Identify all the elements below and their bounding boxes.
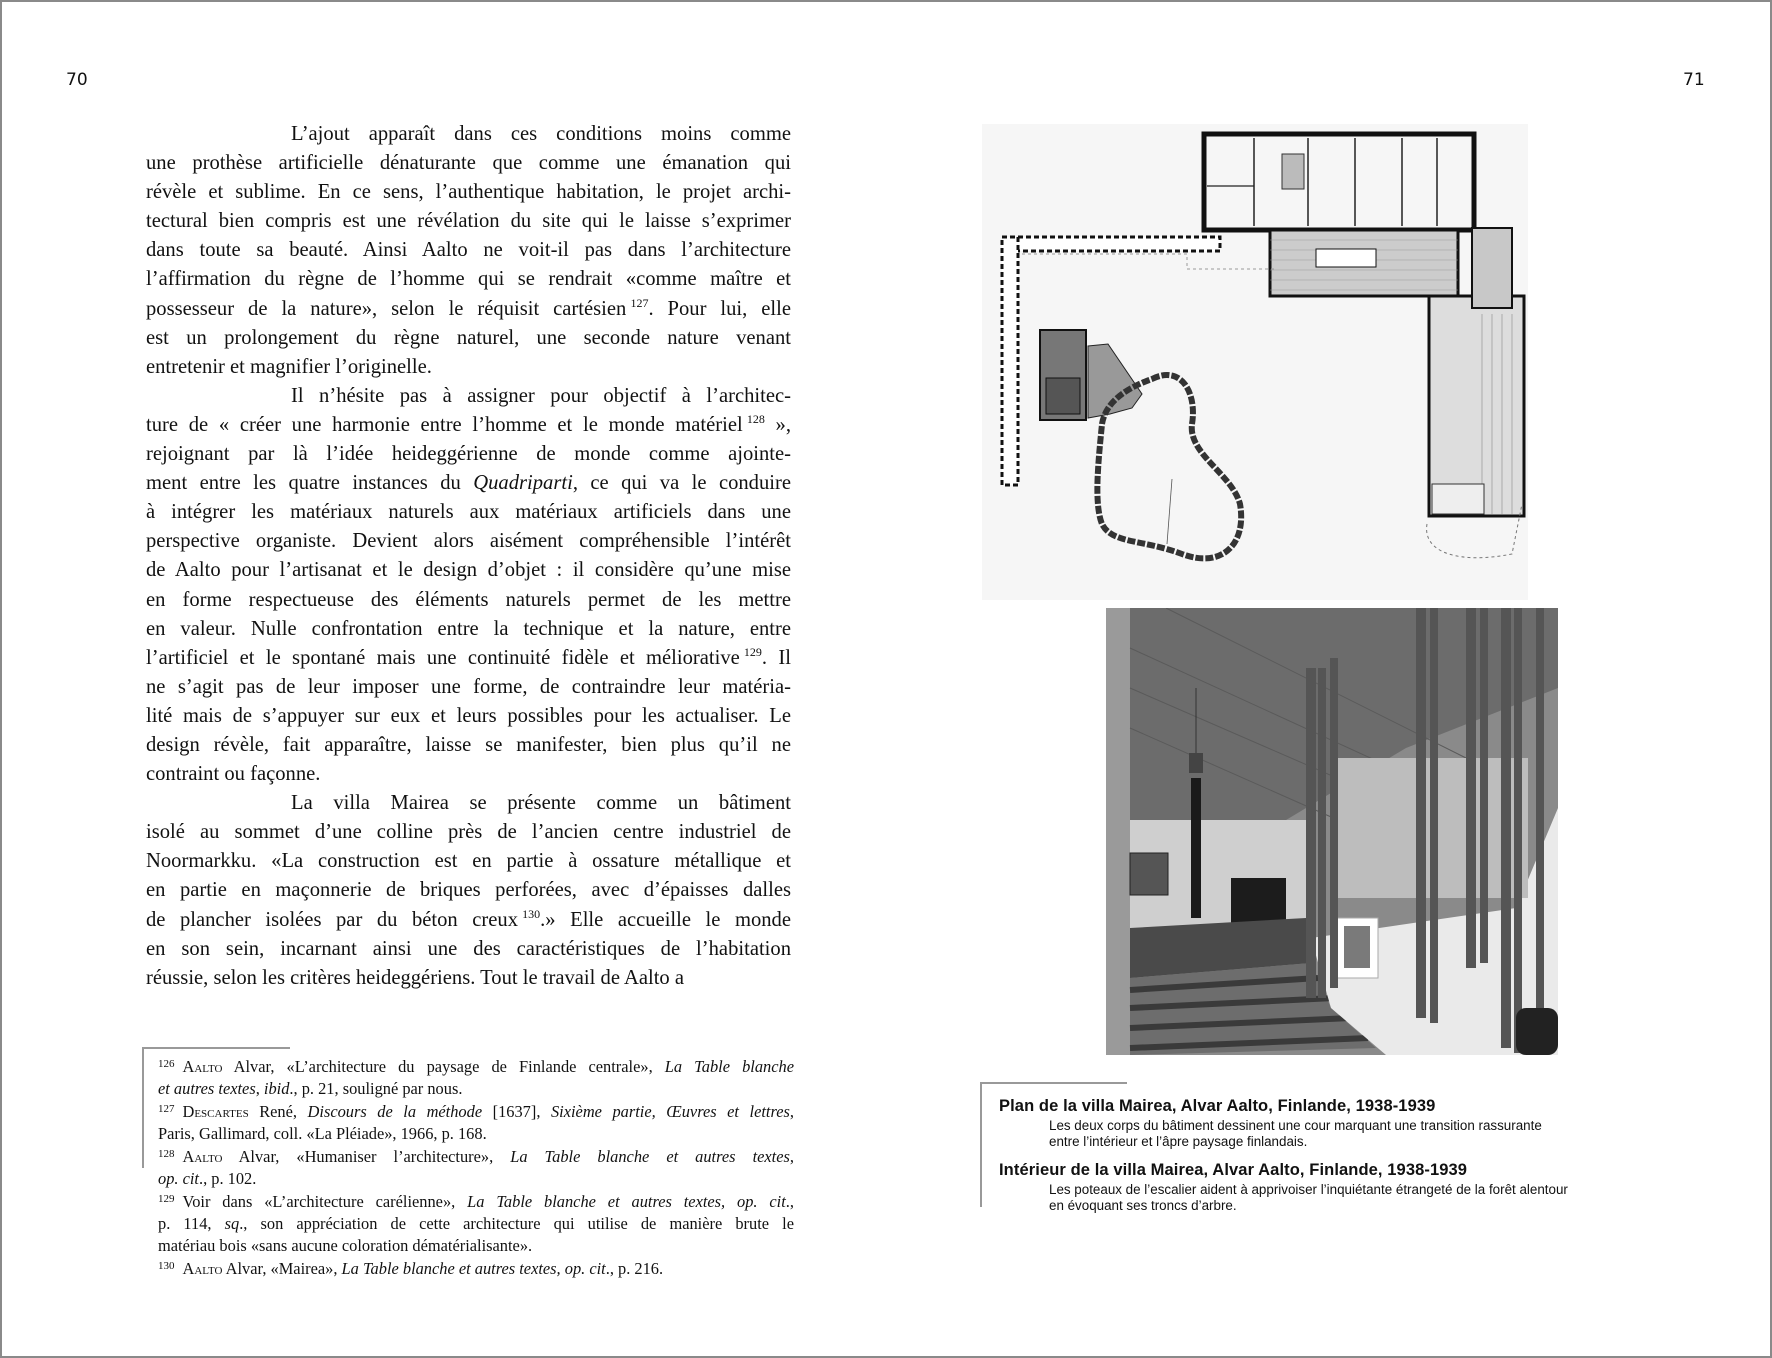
footnote-line <box>154 1258 794 1280</box>
footnote-ref[interactable]: 129 <box>743 644 762 659</box>
text-run: ment entre les quatre instances du <box>146 472 474 495</box>
caption-rule <box>980 1082 1127 1084</box>
footnote-line <box>154 1168 794 1190</box>
floor-plan-image <box>982 124 1528 600</box>
text-line: dans toute sa beauté. Ainsi Aalto ne voit-il pas dans l’architecture <box>146 239 791 262</box>
caption-description <box>1049 1182 1699 1214</box>
text-run: , ce qui va le conduire <box>572 472 791 495</box>
text-line: en partie en maçonnerie de briques perforées, avec d’épaisses dalles <box>146 879 791 902</box>
text-line: en forme respectueuse des éléments naturels permet de les mettre <box>146 588 791 611</box>
footnote-run: et autres textes <box>158 1079 256 1098</box>
footnote-run: Aalto <box>182 1057 223 1076</box>
text-line: l’affirmation du règne de l’homme qui se rendrait «comme maître et <box>146 268 791 291</box>
caption-rule-vertical <box>980 1082 982 1207</box>
text-line: design révèle, fait apparaître, laisse se manifester, bien plus qu’il ne <box>146 733 791 756</box>
footnote-run: La Table blanche et autres textes <box>510 1147 790 1166</box>
footnote-run: Alvar, «Mairea», <box>222 1259 342 1278</box>
caption-plan <box>999 1096 1699 1150</box>
text-line <box>146 411 791 440</box>
text-line: lité mais de s’appuyer sur eux et leurs possibles pour les actualiser. Le <box>146 704 791 727</box>
footnote-run: ., <box>785 1192 794 1211</box>
footnote-line <box>154 1123 794 1145</box>
footnote-run: op. cit <box>158 1169 199 1188</box>
footnote-run: Alvar, «L’architecture du paysage de Finlande centrale», <box>222 1057 665 1076</box>
caption-line: Les poteaux de l’escalier aident à apprivoiser l’inquiétante étrangeté de la forêt alentour <box>1049 1182 1568 1197</box>
caption-title: Intérieur de la villa Mairea, Alvar Aalto, Finlande, 1938-1939 <box>999 1161 1468 1179</box>
footnote-run: Sixième partie, Œuvres et lettres <box>550 1102 790 1121</box>
text-line <box>146 295 791 324</box>
text-line <box>146 644 791 673</box>
footnote-rule <box>142 1047 290 1049</box>
footnote-run: Descartes <box>182 1102 249 1121</box>
text-line: en son sein, incarnant ainsi une des caractéristiques de l’habitation <box>146 937 791 960</box>
footnote-run: La Table blanche <box>664 1057 794 1076</box>
footnote-ref[interactable]: 127 <box>630 295 649 310</box>
footnote-run: ., p. 102. <box>198 1169 257 1188</box>
caption-line: Les deux corps du bâtiment dessinent une cour marquant une transition rassurante <box>1049 1118 1542 1133</box>
footnote-line <box>154 1235 794 1257</box>
text-line: de Aalto pour l’artisanat et le design d’objet : il considère qu’une mise <box>146 559 791 582</box>
footnote-line <box>154 1101 794 1123</box>
footnote-line <box>154 1146 794 1168</box>
text-line: perspective organiste. Devient alors aisément compréhensible l’intérêt <box>146 530 791 553</box>
footnote <box>154 1146 794 1190</box>
caption-title: Plan de la villa Mairea, Alvar Aalto, Finlande, 1938-1939 <box>999 1097 1436 1115</box>
paragraph <box>146 382 791 789</box>
text-line: isolé au sommet d’une colline près de l’ancien centre industriel de <box>146 821 791 844</box>
interior-photo <box>1106 608 1558 1055</box>
paragraph <box>146 120 791 382</box>
text-line: tectural bien compris est une révélation du site qui le laisse s’exprimer <box>146 210 791 233</box>
footnotes <box>154 1056 794 1281</box>
text-run: . Pour lui, elle <box>648 297 791 320</box>
footnote-run: matériau bois «sans aucune coloration dématérialisante». <box>158 1236 533 1255</box>
text-run: l’artificiel et le spontané mais une continuité fidèle et méliorative <box>146 646 740 669</box>
page-number-right: 71 <box>1683 70 1705 90</box>
footnote <box>154 1101 794 1145</box>
text-line: Il n’hésite pas à assigner pour objectif à l’architec- <box>291 384 791 407</box>
footnote-run: René, <box>248 1102 308 1121</box>
footnote-run: ., p. 216. <box>605 1259 664 1278</box>
footnote-run: Voir dans «L’architecture carélienne», <box>182 1192 468 1211</box>
footnote-rule-vertical <box>142 1047 144 1168</box>
footnote-line <box>154 1056 794 1078</box>
text-line: une prothèse artificielle dénaturante que comme une émanation qui <box>146 152 791 175</box>
footnote-run: , <box>789 1102 794 1121</box>
footnote-run: Aalto <box>182 1147 223 1166</box>
text-line <box>146 906 791 935</box>
footnote-run: ibid <box>263 1079 290 1098</box>
footnote-ref[interactable]: 130 <box>522 906 541 921</box>
text-line: entretenir et magnifier l’originelle. <box>146 355 432 378</box>
text-line: contraint ou façonne. <box>146 763 321 786</box>
footnote-number: 130 <box>158 1260 175 1272</box>
footnote-run: La Table blanche et autres textes, op. cit <box>341 1259 606 1278</box>
footnote-number: 127 <box>158 1103 175 1115</box>
footnote-run: Discours de la méthode <box>307 1102 483 1121</box>
text-run: », <box>764 413 791 436</box>
footnote-number: 126 <box>158 1058 175 1070</box>
text-line: rejoignant par là l’idée heideggérienne de monde comme ajointe- <box>146 443 791 466</box>
text-run: possesseur de la nature», selon le réquisit cartésien <box>146 297 627 320</box>
interior-photo-drawing <box>1106 608 1558 1055</box>
footnote-line <box>154 1191 794 1213</box>
caption-photo <box>999 1160 1699 1214</box>
footnote-run: ., p. 21, souligné par nous. <box>289 1079 463 1098</box>
italic-run: Quadriparti <box>473 472 573 495</box>
footnote-run: Alvar, «Humaniser l’architecture», <box>222 1147 511 1166</box>
footnote-run: Aalto <box>182 1259 223 1278</box>
text-line: La villa Mairea se présente comme un bâtiment <box>291 792 791 815</box>
text-line: révèle et sublime. En ce sens, l’authentique habitation, le projet archi- <box>146 181 791 204</box>
footnote-run: , <box>789 1147 794 1166</box>
footnote-ref[interactable]: 128 <box>746 411 765 426</box>
footnote-run: p. 114, <box>158 1214 225 1233</box>
text-run: ture de « créer une harmonie entre l’homme et le monde matériel <box>146 413 743 436</box>
footnote-line <box>154 1078 794 1100</box>
text-line: ne s’agit pas de leur imposer une forme, de contraindre leur matéria- <box>146 675 791 698</box>
text-line: L’ajout apparaît dans ces conditions moins comme <box>291 123 791 145</box>
footnote <box>154 1258 794 1280</box>
body-text <box>146 120 791 993</box>
text-line: réussie, selon les critères heideggériens. Tout le travail de Aalto a <box>146 966 685 989</box>
caption-description <box>1049 1118 1699 1150</box>
footnote-run: sq <box>224 1214 240 1233</box>
footnote-number: 129 <box>158 1193 175 1205</box>
footnote-run: [1637], <box>482 1102 551 1121</box>
footnote <box>154 1191 794 1257</box>
text-line: est un prolongement du règne naturel, une seconde nature venant <box>146 326 791 349</box>
caption-line: entre l’intérieur et l’âpre paysage finlandais. <box>1049 1134 1308 1149</box>
text-line <box>146 469 791 498</box>
text-line: Noormarkku. «La construction est en partie à ossature métallique et <box>146 850 791 873</box>
page-number-left: 70 <box>66 70 88 90</box>
footnote-run: Paris, Gallimard, coll. «La Pléiade», 1966, p. 168. <box>158 1124 487 1143</box>
footnote-run: ., son appréciation de cette architecture qui utilise de manière brute le <box>239 1214 794 1233</box>
captions <box>999 1096 1699 1224</box>
footnote-number: 128 <box>158 1148 175 1160</box>
text-run: de plancher isolées par du béton creux <box>146 908 519 931</box>
text-line: en valeur. Nulle confrontation entre la technique et la nature, entre <box>146 617 791 640</box>
footnote <box>154 1056 794 1100</box>
text-run: .» Elle accueille le monde <box>540 908 791 931</box>
caption-line: en évoquant ses troncs d’arbre. <box>1049 1198 1237 1213</box>
footnote-line <box>154 1213 794 1235</box>
paragraph <box>146 789 791 993</box>
floor-plan-drawing <box>982 124 1528 600</box>
text-line: à intégrer les matériaux naturels aux matériaux artificiels dans une <box>146 501 791 524</box>
footnote-run: La Table blanche et autres textes, op. cit <box>467 1192 786 1211</box>
text-run: . Il <box>761 646 791 669</box>
footnote-run: , <box>255 1079 264 1098</box>
